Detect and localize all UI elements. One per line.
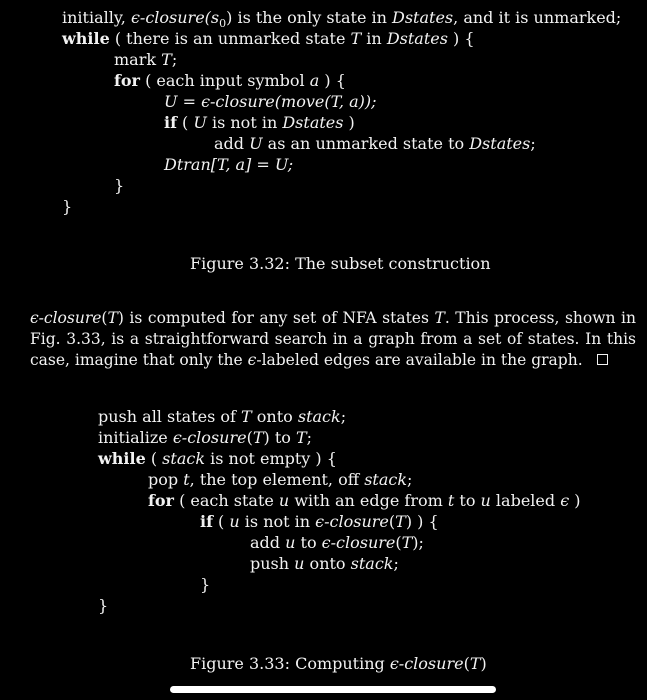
text: (	[463, 654, 470, 673]
text: (	[176, 113, 194, 132]
text: onto	[304, 554, 351, 573]
text: ;	[530, 134, 536, 153]
fig332-closing-brace-outer: }	[62, 197, 73, 216]
text: ( each state	[173, 491, 279, 510]
text: (	[101, 309, 108, 327]
text: ( each input symbol	[139, 71, 310, 90]
fig333-line-4	[148, 470, 412, 490]
text: )	[117, 309, 124, 327]
fig332-closing-brace-inner: }	[114, 176, 125, 195]
var-stack: stack	[364, 470, 408, 489]
fig332-line-6	[164, 113, 355, 133]
text: in	[361, 29, 387, 48]
text: push all states of	[98, 407, 242, 426]
var-T: T	[241, 407, 252, 426]
dstates-term: Dstates	[282, 113, 344, 132]
fig332-line-4	[114, 71, 346, 91]
text: (	[395, 533, 402, 552]
text: mark	[114, 50, 162, 69]
keyword-for: for	[114, 71, 140, 90]
text: as an unmarked state to	[262, 134, 470, 153]
body-paragraph	[30, 308, 636, 371]
text: ) {	[447, 29, 475, 48]
var-T: T	[434, 309, 445, 327]
eps-closure-term: ϵ-closure	[130, 8, 205, 27]
var-stack: stack	[162, 449, 206, 468]
fig332-line-3	[114, 50, 177, 70]
text: , the top element, off	[189, 470, 365, 489]
var-u: u	[294, 554, 305, 573]
var-a: a	[309, 71, 320, 90]
text: ) {	[319, 71, 346, 90]
var-U: U	[193, 113, 207, 132]
text: add	[214, 134, 250, 153]
text: )	[569, 491, 581, 510]
text: add	[250, 533, 286, 552]
var-u: u	[285, 533, 296, 552]
keyword-while: while	[62, 29, 110, 48]
text: to	[295, 533, 322, 552]
keyword-if: if	[164, 113, 177, 132]
text: ) to	[263, 428, 296, 447]
text: -labeled edges are available in the graph.	[256, 351, 583, 369]
eps-closure-term: ϵ-closure	[315, 512, 389, 531]
var-T: T	[161, 50, 172, 69]
keyword-while: while	[98, 449, 146, 468]
text: );	[412, 533, 424, 552]
fig333-line-2	[98, 428, 312, 448]
var-T: T	[252, 428, 264, 447]
text: )	[343, 113, 355, 132]
subscript: 0	[219, 17, 227, 31]
text: push	[250, 554, 295, 573]
text: ;	[393, 554, 399, 573]
eps-closure-term: ϵ-closure	[30, 309, 102, 327]
fig332-line-7	[214, 134, 536, 154]
text: . This process, shown in Fig. 3.33, is a straightforward search in a graph from a set of states. In this case, imagine that only the	[30, 309, 636, 369]
var-u: u	[229, 512, 240, 531]
qed-box-icon	[597, 354, 608, 365]
text: )	[226, 8, 233, 27]
eps-closure-term: ϵ-closure	[321, 533, 396, 552]
text: pop	[148, 470, 184, 489]
fig333-line-6	[200, 512, 439, 532]
text: is not in	[206, 113, 283, 132]
text: ;	[340, 407, 347, 426]
epsilon-symbol: ϵ	[247, 351, 257, 369]
fig332-line-8: Dtran[T, a] = U;	[164, 155, 294, 174]
var-T: T	[107, 309, 118, 327]
text: ( there is an unmarked state	[109, 29, 351, 48]
text: Figure 3.33: Computing	[190, 654, 390, 673]
fig333-line-7	[250, 533, 424, 553]
figure-3-33-caption	[190, 654, 487, 674]
fig333-closing-brace-inner: }	[200, 575, 211, 594]
var-U: U	[249, 134, 263, 153]
home-indicator-bar[interactable]	[170, 686, 496, 693]
var-T: T	[395, 512, 406, 531]
dstates-term: Dstates	[469, 134, 531, 153]
text: (s	[204, 8, 220, 27]
text: labeled	[490, 491, 561, 510]
text: is not empty ) {	[205, 449, 337, 468]
text: (	[212, 512, 230, 531]
fig333-line-5	[148, 491, 581, 511]
var-T: T	[350, 29, 362, 48]
text: ;	[171, 50, 178, 69]
var-T: T	[401, 533, 413, 552]
var-u: u	[278, 491, 290, 510]
text: to	[454, 491, 481, 510]
keyword-for: for	[148, 491, 174, 510]
text: (	[145, 449, 163, 468]
keyword-if: if	[200, 512, 213, 531]
text: with an edge from	[289, 491, 448, 510]
text: is not in	[239, 512, 316, 531]
text: ;	[407, 470, 413, 489]
text: initially,	[62, 8, 131, 27]
text: )	[480, 654, 487, 673]
var-T: T	[295, 428, 307, 447]
fig333-line-3	[98, 449, 337, 469]
dstates-term: Dstates	[392, 8, 454, 27]
text: onto	[251, 407, 298, 426]
figure-3-32-caption: Figure 3.32: The subset construction	[190, 254, 491, 273]
fig332-line-5: U = ϵ-closure(move(T, a));	[164, 92, 377, 111]
text: (	[388, 512, 396, 531]
var-t: t	[447, 491, 455, 510]
text: (	[246, 428, 253, 447]
var-t: t	[183, 470, 190, 489]
epsilon-symbol: ϵ	[560, 491, 570, 510]
var-stack: stack	[350, 554, 394, 573]
var-T: T	[469, 654, 481, 673]
fig333-line-8	[250, 554, 399, 574]
fig333-line-1	[98, 407, 346, 427]
text: initialize	[98, 428, 173, 447]
eps-closure-term: ϵ-closure	[172, 428, 247, 447]
text: is computed for any set of NFA states	[123, 309, 435, 327]
text: ;	[306, 428, 313, 447]
var-u: u	[480, 491, 491, 510]
eps-closure-term: ϵ-closure	[389, 654, 464, 673]
dstates-term: Dstates	[386, 29, 448, 48]
fig332-line-2	[62, 29, 475, 49]
var-stack: stack	[297, 407, 341, 426]
text: ) ) {	[405, 512, 439, 531]
text: , and it is unmarked;	[453, 8, 622, 27]
text: is the only state in	[232, 8, 393, 27]
fig333-closing-brace-outer: }	[98, 596, 109, 615]
